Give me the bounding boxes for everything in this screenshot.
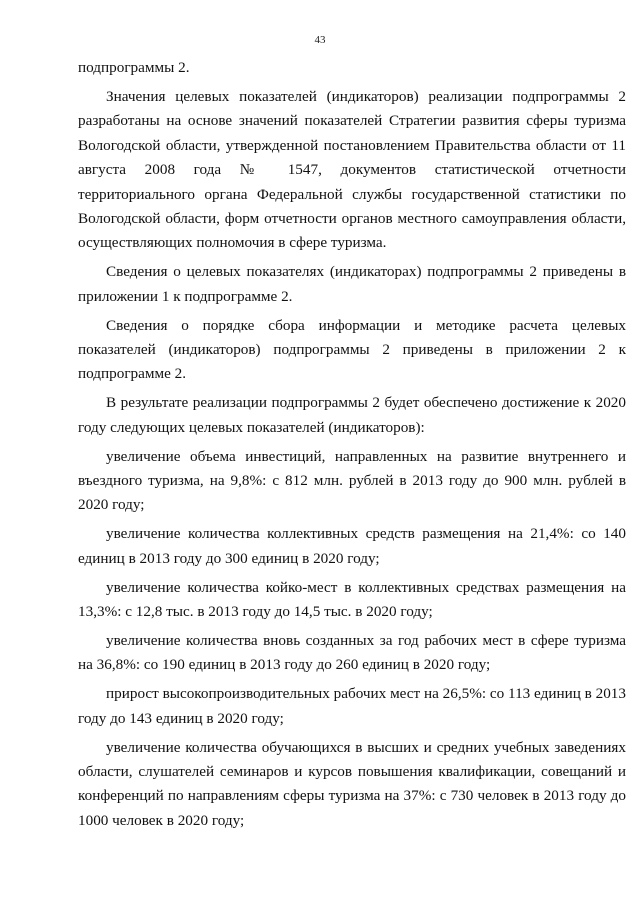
list-item-beds: увеличение количества койко-мест в коллективных средствах размещения на 13,3%: с 12,8 тыс. в 2013 году до 14,5 тыс. в 2020 году; [78, 578, 626, 621]
list-item-accommodation: увеличение количества коллективных средств размещения на 21,4%: со 140 единиц в 2013 году до 300 единиц в 2020 году; [78, 525, 626, 567]
paragraph-appendix-1: Сведения о целевых показателях (индикаторах) подпрограммы 2 приведены в приложении 1 к подпрограмме 2. [78, 263, 626, 305]
list-item-new-jobs: увеличение количества вновь созданных за год рабочих мест в сфере туризма на 36,8%: со 190 единиц в 2013 году до 260 единиц в 2020 году; [78, 631, 626, 674]
paragraph-indicator-sources: Значения целевых показателей (индикаторов) реализации подпрограммы 2 разработаны на основе значений показателей Стратегии развития сферы туризма Вологодской области, утвержденной постановлением Правительства области от 11 августа 2008 года № 1547, документов статистической отчетности территориального органа Федеральной службы государственной статистики по Вологодской области, форм отчетности органов местного самоуправления области, осуществляющих полномочия в сфере туризма. [78, 87, 626, 252]
list-item-students: увеличение количества обучающихся в высших и средних учебных заведениях области, слушателей семинаров и курсов повышения квалификации, совещаний и конференций по направлениям сферы туризма на 37%: с 730 человек в 2013 году до 1000 человек в 2020 году; [78, 738, 626, 829]
paragraph-results-intro: В результате реализации подпрограммы 2 будет обеспечено достижение к 2020 году следующих целевых показателей (индикаторов): [78, 394, 626, 436]
list-item-productive-jobs: прирост высокопроизводительных рабочих мест на 26,5%: со 113 единиц в 2013 году до 143 единиц в 2020 году; [78, 685, 626, 727]
list-item-investments: увеличение объема инвестиций, направленных на развитие внутреннего и въездного туризма, на 9,8%: с 812 млн. рублей в 2013 году до 900 млн. рублей в 2020 году; [78, 447, 626, 514]
page-number: 43 [314, 34, 326, 46]
paragraph-continuation: подпрограммы 2. [78, 59, 190, 76]
paragraph-appendix-2: Сведения о порядке сбора информации и методике расчета целевых показателей (индикаторов) подпрограммы 2 приведены в приложении 2 к подпрограмме 2. [78, 316, 626, 383]
document-body [78, 56, 626, 838]
